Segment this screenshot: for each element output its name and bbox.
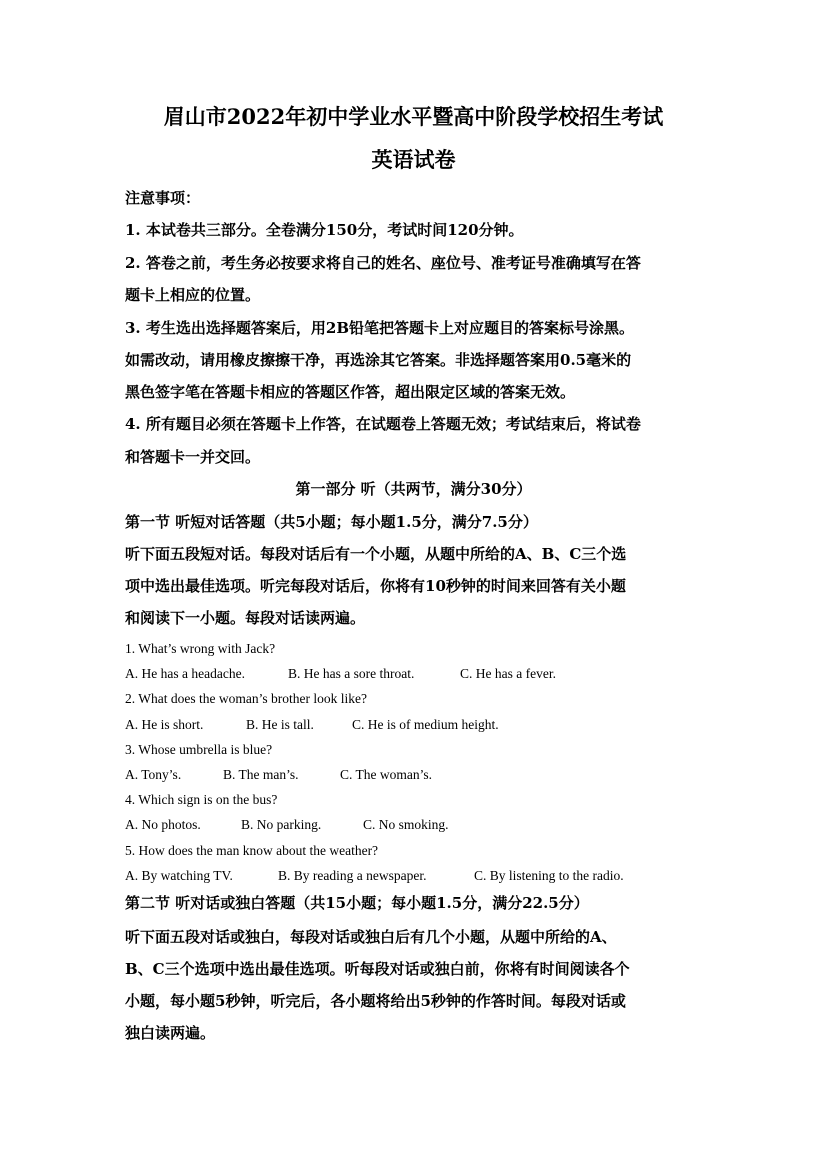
option-c: C. The woman’s.	[340, 767, 432, 782]
option-a: A. No photos.	[125, 817, 201, 832]
exam-title: 眉山市2022年初中学业水平暨高中阶段学校招生考试	[163, 104, 664, 129]
notice-line: 黑色签字笔在答题卡相应的答题区作答，超出限定区域的答案无效。	[125, 383, 576, 401]
notice-line: 1. 本试卷共三部分。全卷满分150分，考试时间120分钟。	[125, 221, 524, 239]
notice-line: 和答题卡一并交回。	[125, 448, 261, 466]
notice-line: 4. 所有题目必须在答题卡上作答，在试题卷上答题无效；考试结束后，将试卷	[125, 415, 641, 433]
option-b: B. The man’s.	[223, 767, 299, 782]
notice-line: 3. 考生选出选择题答案后，用2B铅笔把答题卡上对应题目的答案标号涂黑。	[125, 319, 634, 337]
notice-line: 2. 答卷之前，考生务必按要求将自己的姓名、座位号、准考证号准确填写在答	[125, 254, 641, 272]
question-text: 3. Whose umbrella is blue?	[125, 742, 273, 757]
option-c: C. By listening to the radio.	[474, 868, 624, 883]
exam-subtitle: 英语试卷	[371, 147, 456, 172]
question-text: 2. What does the woman’s brother look like?	[125, 691, 367, 706]
part1-heading: 第一部分 听（共两节，满分30分）	[295, 480, 532, 498]
option-b: B. He is tall.	[246, 717, 314, 732]
section2-instruction: 小题，每小题5秒钟，听完后，各小题将给出5秒钟的作答时间。每段对话或	[125, 992, 626, 1010]
option-c: C. He has a fever.	[460, 666, 556, 681]
option-a: A. He has a headache.	[125, 666, 245, 681]
notice-line: 如需改动，请用橡皮擦擦干净，再选涂其它答案。非选择题答案用0.5毫米的	[125, 351, 632, 369]
notice-line: 题卡上相应的位置。	[125, 286, 261, 304]
option-a: A. He is short.	[125, 717, 204, 732]
section2-heading: 第二节 听对话或独白答题（共15小题；每小题1.5分，满分22.5分）	[125, 894, 589, 912]
section2-instruction: B、C三个选项中选出最佳选项。听每段对话或独白前，你将有时间阅读各个	[125, 960, 630, 978]
question-options	[125, 665, 556, 683]
question-options	[125, 766, 432, 784]
option-b: B. He has a sore throat.	[288, 666, 415, 681]
option-c: C. He is of medium height.	[352, 717, 499, 732]
question-options	[125, 816, 449, 834]
option-a: A. By watching TV.	[125, 868, 233, 883]
option-a: A. Tony’s.	[125, 767, 182, 782]
option-c: C. No smoking.	[363, 817, 449, 832]
option-b: B. No parking.	[241, 817, 322, 832]
question-options	[125, 867, 624, 885]
notice-heading: 注意事项：	[125, 189, 201, 207]
question-text: 1. What’s wrong with Jack?	[125, 641, 276, 656]
section2-instruction: 独白读两遍。	[125, 1024, 216, 1042]
option-b: B. By reading a newspaper.	[278, 868, 427, 883]
section1-instruction: 和阅读下一小题。每段对话读两遍。	[125, 609, 366, 627]
section1-instruction: 项中选出最佳选项。听完每段对话后，你将有10秒钟的时间来回答有关小题	[125, 577, 626, 595]
question-text: 5. How does the man know about the weather?	[125, 843, 379, 858]
question-text: 4. Which sign is on the bus?	[125, 792, 278, 807]
section1-instruction: 听下面五段短对话。每段对话后有一个小题，从题中所给的A、B、C三个选	[125, 545, 627, 563]
section1-heading: 第一节 听短对话答题（共5小题；每小题1.5分，满分7.5分）	[125, 513, 538, 531]
section2-instruction: 听下面五段对话或独白，每段对话或独白后有几个小题，从题中所给的A、	[125, 928, 617, 946]
question-options	[125, 716, 499, 734]
